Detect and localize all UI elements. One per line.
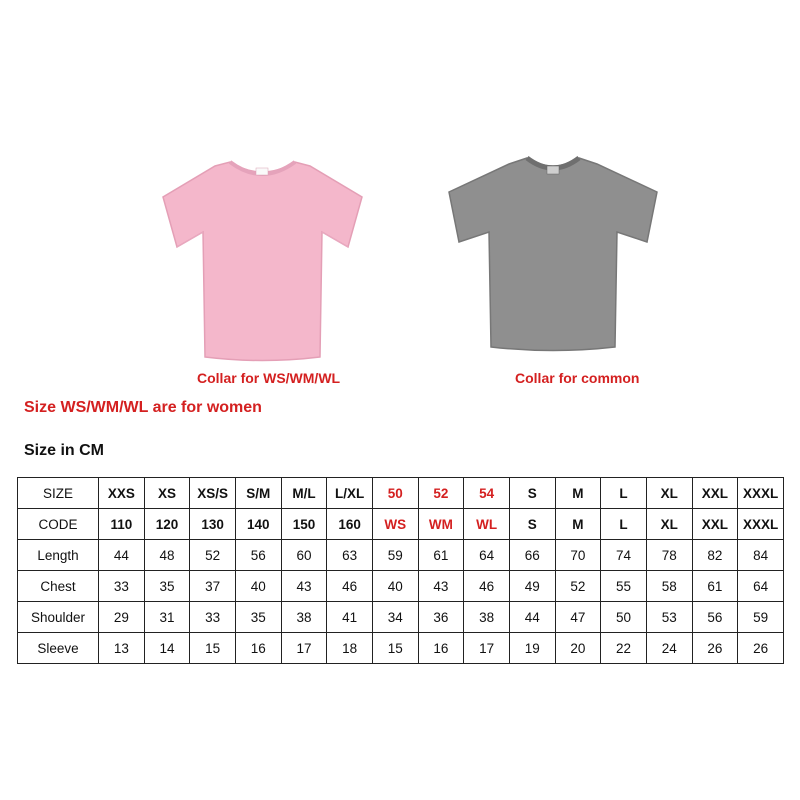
table-cell: 16 — [235, 633, 281, 664]
table-cell: 46 — [327, 571, 373, 602]
table-cell: XS — [144, 478, 190, 509]
table-cell: M — [555, 509, 601, 540]
table-cell: 22 — [601, 633, 647, 664]
table-cell: WS — [372, 509, 418, 540]
table-cell: 16 — [418, 633, 464, 664]
table-cell: 38 — [281, 602, 327, 633]
size-unit-heading: Size in CM — [24, 442, 105, 459]
table-cell: 70 — [555, 540, 601, 571]
table-cell: 35 — [235, 602, 281, 633]
table-cell: 43 — [281, 571, 327, 602]
table-cell: 61 — [692, 571, 738, 602]
table-cell: L — [601, 478, 647, 509]
table-cell: 17 — [281, 633, 327, 664]
table-cell: 63 — [327, 540, 373, 571]
table-cell: 84 — [738, 540, 784, 571]
table-cell: 15 — [372, 633, 418, 664]
table-cell: 43 — [418, 571, 464, 602]
table-cell: 44 — [99, 540, 145, 571]
table-cell: 20 — [555, 633, 601, 664]
table-cell: M/L — [281, 478, 327, 509]
table-cell: XL — [646, 509, 692, 540]
table-cell: 24 — [646, 633, 692, 664]
table-cell: 26 — [692, 633, 738, 664]
table-cell: 40 — [372, 571, 418, 602]
table-cell: 53 — [646, 602, 692, 633]
table-cell: 54 — [464, 478, 510, 509]
table-cell: 31 — [144, 602, 190, 633]
table-row — [18, 509, 784, 540]
table-cell: 29 — [99, 602, 145, 633]
table-cell: 49 — [509, 571, 555, 602]
table-cell: 130 — [190, 509, 236, 540]
row-label: CODE — [18, 509, 99, 540]
table-cell: 48 — [144, 540, 190, 571]
pink-womens-tshirt-image — [160, 152, 365, 367]
row-label: Chest — [18, 571, 99, 602]
table-cell: 140 — [235, 509, 281, 540]
table-cell: 47 — [555, 602, 601, 633]
table-cell: XL — [646, 478, 692, 509]
table-row — [18, 571, 784, 602]
row-label: Sleeve — [18, 633, 99, 664]
table-cell: 44 — [509, 602, 555, 633]
gray-common-tshirt-image — [447, 152, 659, 357]
table-cell: 17 — [464, 633, 510, 664]
table-cell: 15 — [190, 633, 236, 664]
table-cell: 110 — [99, 509, 145, 540]
table-cell: 120 — [144, 509, 190, 540]
table-row — [18, 633, 784, 664]
row-label: Shoulder — [18, 602, 99, 633]
table-cell: 14 — [144, 633, 190, 664]
row-label: Length — [18, 540, 99, 571]
women-sizes-note: Size WS/WM/WL are for women — [24, 399, 262, 416]
row-label: SIZE — [18, 478, 99, 509]
table-cell: 36 — [418, 602, 464, 633]
table-cell: 34 — [372, 602, 418, 633]
table-cell: XXS — [99, 478, 145, 509]
table-cell: 64 — [738, 571, 784, 602]
table-cell: 160 — [327, 509, 373, 540]
table-cell: S — [509, 509, 555, 540]
table-cell: 56 — [692, 602, 738, 633]
table-cell: 33 — [99, 571, 145, 602]
table-cell: S/M — [235, 478, 281, 509]
table-cell: 18 — [327, 633, 373, 664]
table-cell: 58 — [646, 571, 692, 602]
table-cell: WL — [464, 509, 510, 540]
table-cell: 40 — [235, 571, 281, 602]
table-cell: 33 — [190, 602, 236, 633]
table-cell: XXL — [692, 509, 738, 540]
table-cell: 38 — [464, 602, 510, 633]
table-cell: L/XL — [327, 478, 373, 509]
table-cell: 50 — [601, 602, 647, 633]
table-cell: 19 — [509, 633, 555, 664]
table-cell: XS/S — [190, 478, 236, 509]
table-cell: 26 — [738, 633, 784, 664]
table-cell: S — [509, 478, 555, 509]
table-cell: XXXL — [738, 478, 784, 509]
table-cell: 74 — [601, 540, 647, 571]
table-cell: 52 — [555, 571, 601, 602]
table-cell: L — [601, 509, 647, 540]
table-cell: 64 — [464, 540, 510, 571]
table-cell: 52 — [190, 540, 236, 571]
table-cell: 66 — [509, 540, 555, 571]
table-row — [18, 540, 784, 571]
table-row — [18, 478, 784, 509]
pink-collar-caption: Collar for WS/WM/WL — [197, 370, 341, 386]
table-cell: 59 — [372, 540, 418, 571]
table-cell: 13 — [99, 633, 145, 664]
table-cell: 82 — [692, 540, 738, 571]
size-chart-table — [17, 477, 784, 664]
table-cell: XXL — [692, 478, 738, 509]
table-cell: 60 — [281, 540, 327, 571]
table-cell: 55 — [601, 571, 647, 602]
table-cell: XXXL — [738, 509, 784, 540]
table-cell: 59 — [738, 602, 784, 633]
table-cell: 35 — [144, 571, 190, 602]
table-cell: 56 — [235, 540, 281, 571]
table-cell: 150 — [281, 509, 327, 540]
table-cell: 41 — [327, 602, 373, 633]
table-cell: 52 — [418, 478, 464, 509]
table-cell: 37 — [190, 571, 236, 602]
table-cell: M — [555, 478, 601, 509]
table-cell: 50 — [372, 478, 418, 509]
table-cell: WM — [418, 509, 464, 540]
gray-collar-caption: Collar for common — [515, 370, 640, 386]
table-row — [18, 602, 784, 633]
table-cell: 46 — [464, 571, 510, 602]
table-cell: 61 — [418, 540, 464, 571]
table-cell: 78 — [646, 540, 692, 571]
